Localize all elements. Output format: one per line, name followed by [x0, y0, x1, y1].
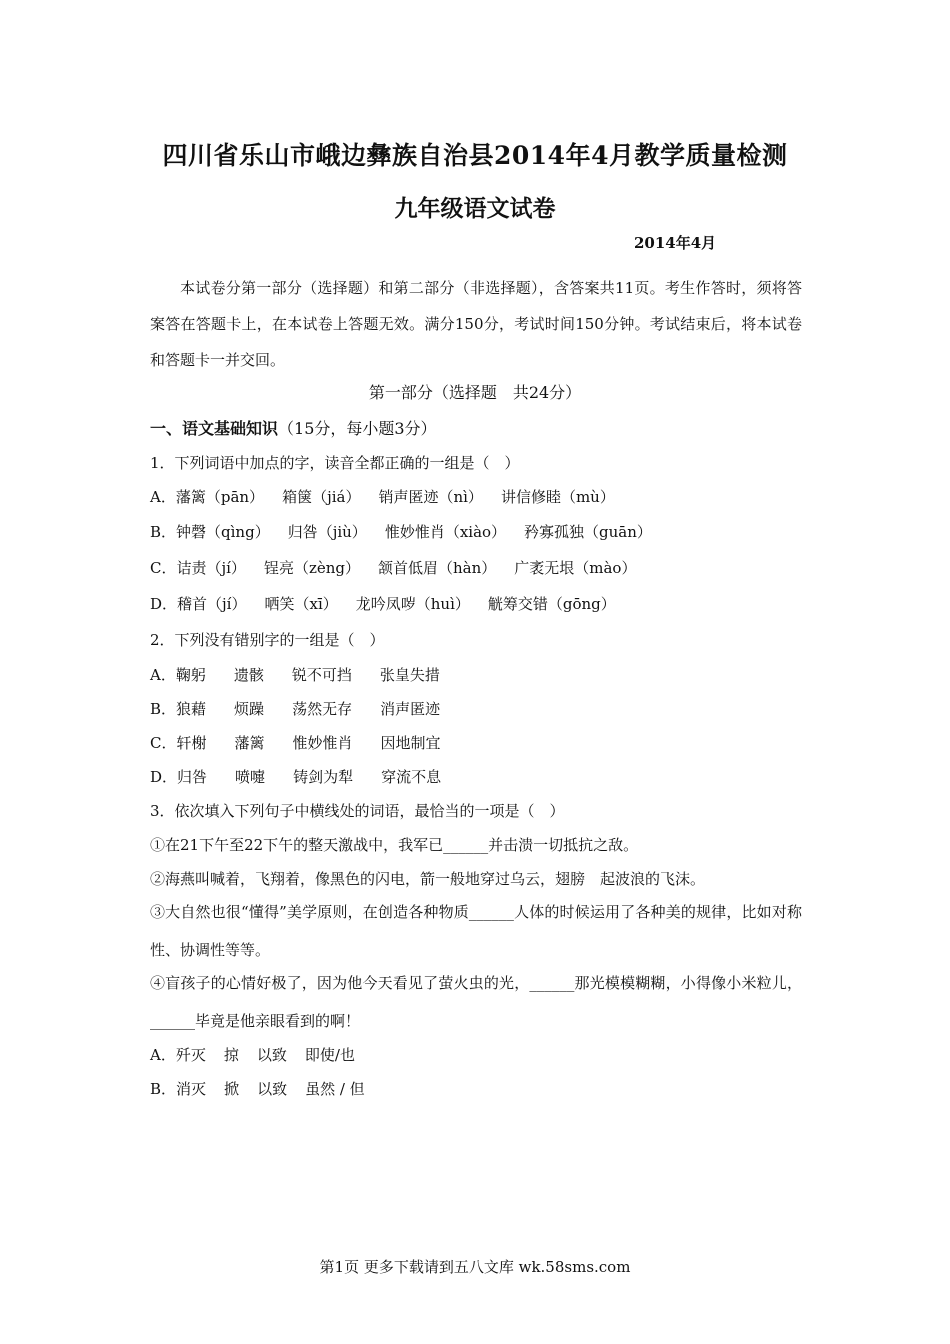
- q3-sentence-1: ①在21下午至22下午的整天激战中，我军已______并击溃一切抵抗之敌。: [150, 836, 639, 854]
- option-item: 消声匿迹: [380, 700, 441, 718]
- option-item: 归咎: [177, 768, 208, 786]
- option-item: 销声匿迹（nì）: [378, 488, 483, 506]
- q1-stem: 1．下列词语中加点的字，读音全都正确的一组是（ ）: [150, 454, 520, 472]
- option-item: 锃亮（zèng）: [263, 559, 360, 577]
- option-item: 消灭: [176, 1080, 207, 1098]
- option-item: 惟妙惟肖（xiào）: [384, 523, 507, 541]
- exam-subtitle: 九年级语文试卷: [394, 195, 556, 222]
- option-item: 诘责（jí）: [176, 559, 246, 577]
- option-item: 广袤无垠（mào）: [514, 559, 637, 577]
- q1-option-d: [150, 593, 616, 614]
- option-item: 锐不可挡: [291, 666, 352, 684]
- page-footer: 第1页 更多下载请到五八文库 wk.58sms.com: [319, 1258, 631, 1276]
- option-item: 遗骸: [233, 666, 264, 684]
- option-item: 铸剑为犁: [293, 768, 354, 786]
- option-item: 张皇失措: [379, 666, 440, 684]
- option-item: 狼藉: [176, 700, 207, 718]
- option-item: 虽然 / 但: [305, 1080, 365, 1098]
- part-one-title: 第一部分（选择题 共24分）: [368, 383, 582, 402]
- option-item: 稽首（jí）: [177, 595, 247, 613]
- option-label: C．: [150, 559, 177, 577]
- option-label: D．: [150, 768, 178, 786]
- q3-sentence-2: ②海燕叫喊着，飞翔着，像黑色的闪电，箭一般地穿过乌云，翅膀 起波浪的飞沫。: [150, 870, 706, 888]
- option-item: 箱箧（jiá）: [282, 488, 361, 506]
- option-item: 藩篱（pān）: [175, 488, 265, 506]
- q1-option-b: [150, 521, 652, 542]
- option-item: 龙吟凤哕（huì）: [355, 595, 470, 613]
- q1-option-a: [150, 486, 615, 507]
- option-item: 轩榭: [176, 734, 207, 752]
- q2-option-d: [150, 766, 441, 787]
- option-item: 哂笑（xī）: [264, 595, 338, 613]
- intro-paragraph: 本试卷分第一部分（选择题）和第二部分（非选择题），含答案共11页。考生作答时，须将答案答在答题卡上，在本试卷上答题无效。满分150分，考试时间150分钟。考试结束后，将本试卷和答题卡一并交回。: [150, 279, 802, 369]
- option-item: 觥筹交错（gōng）: [487, 595, 616, 613]
- section-heading: [150, 416, 437, 439]
- q1-option-c: [150, 557, 636, 578]
- section-heading-title: 一、语文基础知识: [150, 419, 279, 438]
- option-item: 归咎（jiù）: [287, 523, 367, 541]
- option-label: D．: [150, 595, 178, 613]
- option-item: 喷嚏: [235, 768, 266, 786]
- option-item: 掠: [223, 1046, 239, 1064]
- option-item: 穿流不息: [381, 768, 442, 786]
- exam-title: 四川省乐山市峨边彝族自治县2014年4月教学质量检测: [162, 141, 788, 170]
- option-label: A．: [150, 1046, 176, 1064]
- option-item: 鞠躬: [175, 666, 206, 684]
- option-item: 讲信修睦（mù）: [500, 488, 615, 506]
- q3-stem: 3．依次填入下列句子中横线处的词语，最恰当的一项是（ ）: [150, 802, 565, 820]
- option-label: B．: [150, 523, 177, 541]
- option-item: 因地制宜: [380, 734, 441, 752]
- option-item: 颔首低眉（hàn）: [377, 559, 497, 577]
- q3-option-a: [150, 1044, 355, 1065]
- option-label: A．: [150, 666, 176, 684]
- q3-sentence-4: ④盲孩子的心情好极了，因为他今天看见了萤火虫的光，______那光模模糊糊，小得像小米粒儿，______毕竟是他亲眼看到的啊！: [150, 974, 802, 1030]
- option-label: C．: [150, 734, 177, 752]
- section-heading-note: （15分，每小题3分）: [278, 419, 437, 438]
- q2-option-c: [150, 732, 441, 753]
- option-item: 即使/也: [304, 1046, 355, 1064]
- option-item: 以致: [257, 1080, 288, 1098]
- option-label: B．: [150, 700, 177, 718]
- option-item: 藩篱: [234, 734, 265, 752]
- option-item: 矜寡孤独（guān）: [524, 523, 652, 541]
- option-item: 以致: [256, 1046, 287, 1064]
- option-item: 惟妙惟肖: [292, 734, 353, 752]
- option-item: 烦躁: [234, 700, 265, 718]
- option-item: 荡然无存: [292, 700, 353, 718]
- q2-stem: 2．下列没有错别字的一组是（ ）: [150, 631, 385, 649]
- option-item: 掀: [224, 1080, 240, 1098]
- option-label: B．: [150, 1080, 177, 1098]
- q3-option-b: [150, 1078, 365, 1099]
- exam-date: 2014年4月: [634, 234, 717, 252]
- q2-option-b: [150, 698, 440, 719]
- q2-option-a: [150, 664, 440, 685]
- option-item: 歼灭: [175, 1046, 206, 1064]
- option-label: A．: [150, 488, 176, 506]
- option-item: 钟磬（qìng）: [176, 523, 270, 541]
- q3-sentence-3: ③大自然也很“懂得”美学原则，在创造各种物质______人体的时候运用了各种美的规律，比如对称性、协调性等等。: [150, 903, 802, 959]
